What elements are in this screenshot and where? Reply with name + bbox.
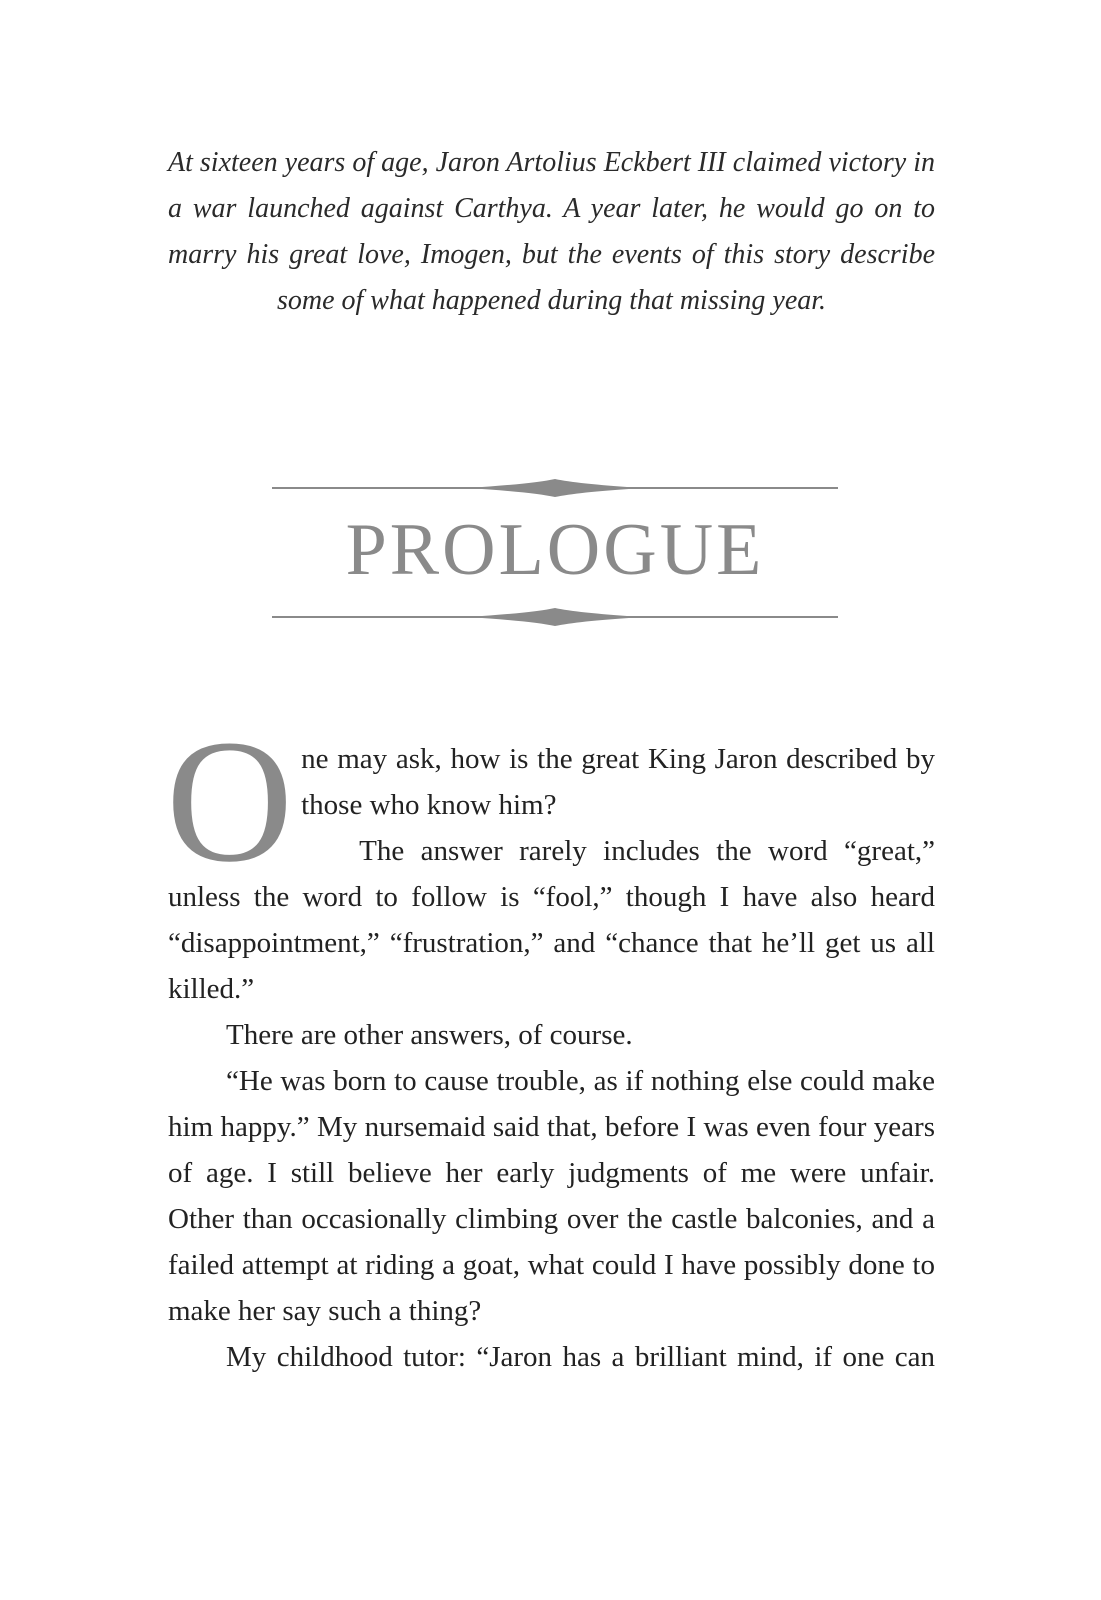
drop-cap: O xyxy=(166,704,294,899)
chapter-heading xyxy=(272,500,838,600)
paragraph-opening xyxy=(166,704,935,899)
paragraph: “He was born to cause trouble, as if nothing else could make him happy.” My nursemaid said that, before I was even four years of age. I still believe her early judgments of me were unfair. Other than occasionally climbing over the castle balconies, and a failed attempt at riding a goat, what could I have possibly done to make her say such a thing? xyxy=(168,1065,935,1327)
opening-text: ne may ask, how is the great King Jaron described by those who know him? xyxy=(301,743,935,821)
epigraph: At sixteen years of age, Jaron Artolius Eckbert III claimed victory in a war launched against Carthya. A year later, he would go on to marry his great love, Imogen, but the events of this story describe some of what happened during that missing year. xyxy=(168,147,935,316)
ornament-rule-bottom xyxy=(272,605,838,629)
ornament-rule-top xyxy=(272,476,838,500)
paragraph: The answer rarely includes the word “great,” unless the word to follow is “fool,” though I have also heard “disappointment,” “frustration,” and “chance that he’ll get us all killed.” xyxy=(168,835,935,1005)
paragraph: There are other answers, of course. xyxy=(226,1019,633,1051)
body-text xyxy=(166,704,935,1380)
paragraph: My childhood tutor: “Jaron has a brilliant mind, if one can xyxy=(226,1341,935,1373)
chapter-title: PROLOGUE xyxy=(345,509,765,591)
